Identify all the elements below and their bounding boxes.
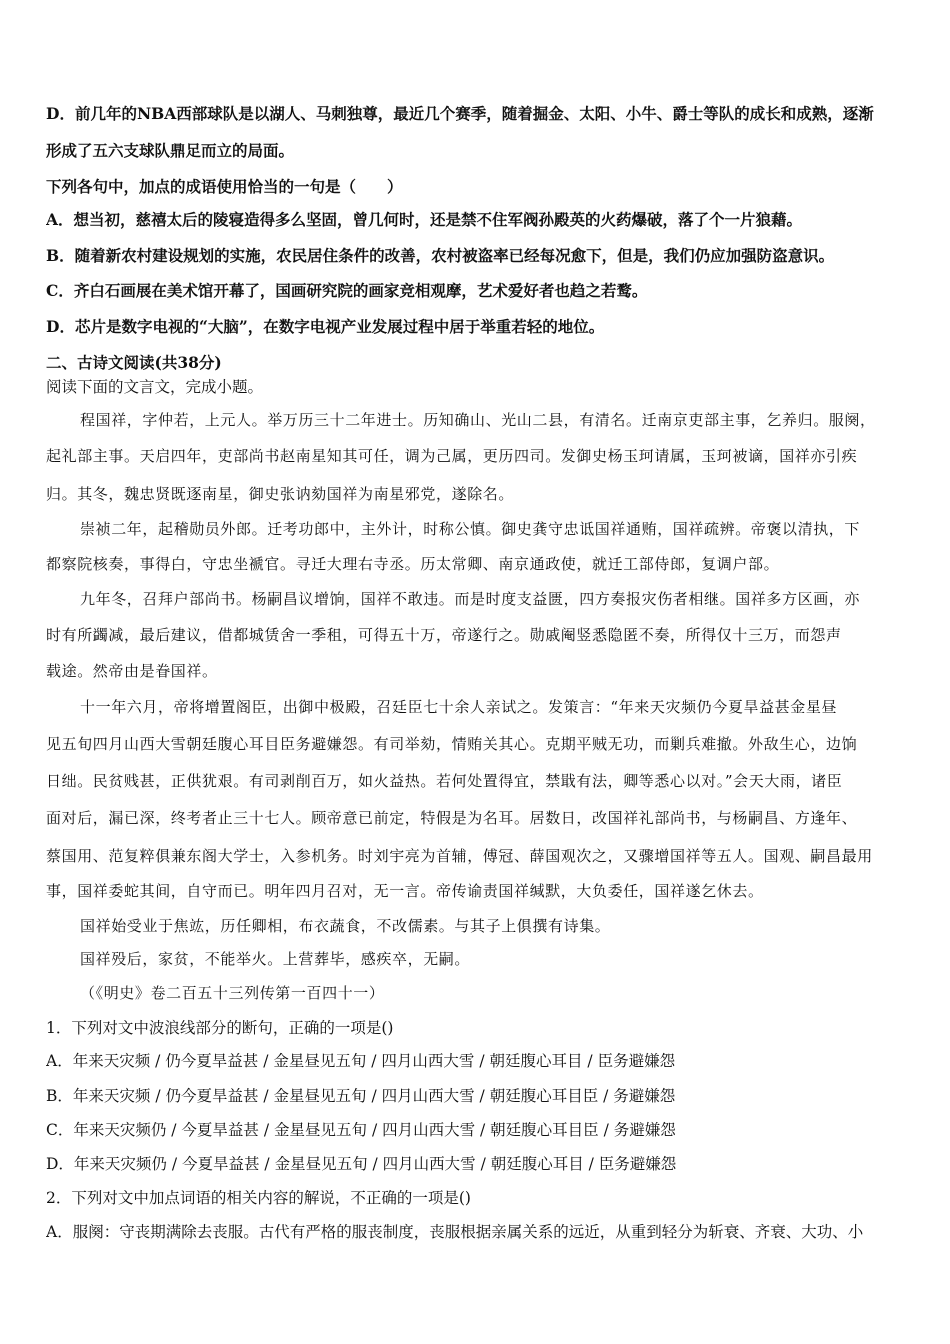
idiom-option-d: D．芯片是数字电视的“大脑”，在数字电视产业发展过程中居于举重若轻的地位。 bbox=[46, 317, 605, 336]
section-heading: 二、古诗文阅读(共38分) bbox=[46, 353, 222, 372]
q1-option-d: D．年来天灾频仍 / 今夏旱益甚 / 金星昼见五旬 / 四月山西大雪 / 朝廷腹心耳目 / 臣务避嫌怨 bbox=[46, 1155, 677, 1173]
idiom-option-c: C．齐白石画展在美术馆开幕了，国画研究院的画家竞相观摩，艺术爱好者也趋之若鹜。 bbox=[46, 281, 648, 300]
passage-line: 事，国祥委蛇其间，自守而已。明年四月召对，无一言。帝传谕责国祥缄默，大负委任，国祥遂乞休去。 bbox=[46, 882, 764, 900]
passage-line: 九年冬，召拜户部尚书。杨嗣昌议增饷，国祥不敢违。而是时度支益匮，四方奏报灾伤者相继。国祥多方区画，亦 bbox=[80, 590, 861, 608]
idiom-option-b: B．随着新农村建设规划的实施，农民居住条件的改善，农村被盗率已经每况愈下，但是，我们仍应加强防盗意识。 bbox=[46, 246, 835, 265]
passage-line: 面对后，漏已深，终考者止三十七人。顾帝意已前定，特假是为名耳。居数日，改国祥礼部尚书，与杨嗣昌、方逢年、 bbox=[46, 809, 858, 827]
passage-line: 归。其冬，魏忠贤既逐南星，御史张讷劾国祥为南星邪党，遂除名。 bbox=[46, 485, 515, 503]
passage-line: 日绌。民贫贱甚，正供犹艰。有司剥削百万，如火益热。若何处置得宜，禁戢有法，卿等悉心以对。”会天大雨，诸臣 bbox=[46, 772, 843, 790]
passage-source: （《明史》卷二百五十三列传第一百四十一） bbox=[80, 984, 385, 1002]
idiom-question-stem: 下列各句中，加点的成语使用恰当的一句是（ ） bbox=[46, 177, 403, 196]
passage-line: 起礼部主事。天启四年，吏部尚书赵南星知其可任，调为己属，更历四司。发御史杨玉珂请属，玉珂被谪，国祥亦引疾 bbox=[46, 447, 858, 465]
passage-line: 载途。然帝由是眷国祥。 bbox=[46, 662, 218, 680]
passage-line: 十一年六月，帝将增置阁臣，出御中极殿，召廷臣七十余人亲试之。发策言：“年来天灾频仍今夏旱益甚金星昼 bbox=[80, 698, 838, 716]
passage-line: 见五旬四月山西大雪朝廷腹心耳目臣务避嫌怨。有司举劾，情贿关其心。克期平贼无功，而剿兵难撤。外敌生心，边饷 bbox=[46, 735, 858, 753]
q2-option-a: A．服阕：守丧期满除去丧服。古代有严格的服丧制度，丧服根据亲属关系的远近，从重到轻分为斩衰、齐衰、大功、小 bbox=[46, 1223, 864, 1241]
passage-line: 蔡国用、范复粹俱兼东阁大学士，入参机务。时刘宇亮为首辅，傅冠、薛国观次之，又骤增国祥等五人。国观、嗣昌最用 bbox=[46, 847, 873, 865]
q1-option-a: A．年来天灾频 / 仍今夏旱益甚 / 金星昼见五旬 / 四月山西大雪 / 朝廷腹心耳目 / 臣务避嫌怨 bbox=[46, 1052, 676, 1070]
prev-option-d-line1: D．前几年的NBA西部球队是以湖人、马刺独尊，最近几个赛季，随着掘金、太阳、小牛、爵士等队的成长和成熟，逐渐 bbox=[46, 104, 874, 123]
passage-line: 都察院核奏，事得白，守忠坐褫官。寻迁大理右寺丞。历太常卿、南京通政使，就迁工部侍郎，复调户部。 bbox=[46, 555, 780, 573]
prev-option-d-line2: 形成了五六支球队鼎足而立的局面。 bbox=[46, 141, 295, 160]
q1-option-b: B．年来天灾频 / 仍今夏旱益甚 / 金星昼见五旬 / 四月山西大雪 / 朝廷腹心耳目臣 / 务避嫌怨 bbox=[46, 1087, 676, 1105]
passage-line: 程国祥，字仲若，上元人。举万历三十二年进士。历知确山、光山二县，有清名。迁南京吏部主事，乞养归。服阕， bbox=[80, 411, 876, 429]
section-instruction: 阅读下面的文言文，完成小题。 bbox=[46, 378, 264, 396]
q1-option-c: C．年来天灾频仍 / 今夏旱益甚 / 金星昼见五旬 / 四月山西大雪 / 朝廷腹心耳目臣 / 务避嫌怨 bbox=[46, 1121, 676, 1139]
q1-stem: 1．下列对文中波浪线部分的断句，正确的一项是() bbox=[46, 1019, 394, 1037]
passage-line: 崇祯二年，起稽勋员外郎。迁考功郎中，主外计，时称公慎。御史龚守忠诋国祥通贿，国祥疏辨。帝褒以清执，下 bbox=[80, 520, 861, 538]
passage-line: 时有所蠲减，最后建议，借都城赁舍一季租，可得五十万，帝遂行之。勋戚阉竖悉隐匿不奏，所得仅十三万，而怨声 bbox=[46, 626, 842, 644]
passage-line: 国祥殁后，家贫，不能举火。上营葬毕，感疾卒，无嗣。 bbox=[80, 950, 471, 968]
idiom-option-a: A．想当初，慈禧太后的陵寝造得多么坚固，曾几何时，还是禁不住军阀孙殿英的火药爆破，落了个一片狼藉。 bbox=[46, 210, 803, 229]
passage-line: 国祥始受业于焦竑，历任卿相，布衣蔬食，不改儒素。与其子上俱撰有诗集。 bbox=[80, 917, 611, 935]
q2-stem: 2．下列对文中加点词语的相关内容的解说，不正确的一项是() bbox=[46, 1189, 471, 1207]
